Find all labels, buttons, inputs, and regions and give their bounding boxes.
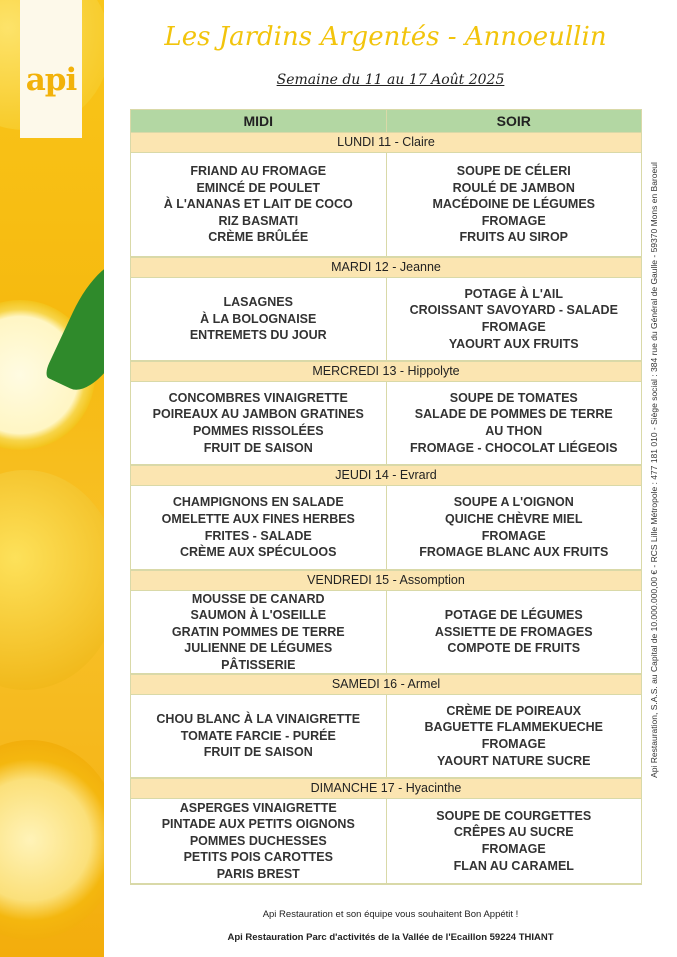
midi-cell <box>131 486 387 569</box>
dish-item: FROMAGE BLANC AUX FRUITS <box>419 545 609 560</box>
dish-item: SOUPE DE COURGETTES <box>436 808 592 823</box>
soir-cell <box>387 591 642 673</box>
dish-item: FROMAGE <box>481 842 546 856</box>
dish-item: SOUPE DE CÉLERI <box>456 164 571 179</box>
dish-item: POTAGE DE LÉGUMES <box>444 608 583 623</box>
soir-cell <box>387 486 642 569</box>
dish-item: TOMATE FARCIE - PURÉE <box>180 728 336 743</box>
day-menu-row <box>131 591 641 674</box>
dish-item: POIREAUX AU JAMBON GRATINES <box>152 407 364 422</box>
day-header: MARDI 12 - Jeanne <box>131 257 641 278</box>
dish-item: FROMAGE <box>481 737 546 751</box>
legal-mention: Api Restauration, S.A.S. au Capital de 10.000.000,00 € - RCS Lille Métropole : 477 181 010 - Siège social : 384 rue du Général de Gaulle - 59370 Mons en Baroeul <box>649 162 659 778</box>
dish-item: POMMES DUCHESSES <box>189 833 327 848</box>
midi-cell <box>131 153 387 256</box>
dish-item: YAOURT NATURE SUCRE <box>437 753 591 768</box>
soir-cell <box>387 153 642 256</box>
dish-item: MACÉDOINE DE LÉGUMES <box>432 197 595 212</box>
day-menu-row <box>131 278 641 361</box>
dish-item: PÂTISSERIE <box>221 657 296 672</box>
dish-item: ENTREMETS DU JOUR <box>189 328 327 343</box>
dish-item: FROMAGE - CHOCOLAT LIÉGEOIS <box>410 440 618 455</box>
logo-text: api <box>25 62 77 98</box>
dish-item: CHOU BLANC À LA VINAIGRETTE <box>156 712 361 727</box>
dish-item: ASPERGES VINAIGRETTE <box>179 800 337 815</box>
dish-item: YAOURT AUX FRUITS <box>448 336 579 351</box>
day-header: JEUDI 14 - Evrard <box>131 465 641 486</box>
dish-item: SAUMON À L'OSEILLE <box>190 608 327 623</box>
dish-item: JULIENNE DE LÉGUMES <box>184 641 333 656</box>
day-menu-row <box>131 486 641 570</box>
dish-item: MOUSSE DE CANARD <box>191 591 325 606</box>
day-header: LUNDI 11 - Claire <box>131 132 641 153</box>
dish-item: CRÈME AUX SPÉCULOOS <box>179 545 337 560</box>
day-menu-row <box>131 799 641 884</box>
dish-item: CRÊPES AU SUCRE <box>453 825 574 840</box>
day-header: DIMANCHE 17 - Hyacinthe <box>131 778 641 799</box>
dish-item: FRUIT DE SAISON <box>203 440 313 455</box>
midi-cell <box>131 278 387 360</box>
day-header: SAMEDI 16 - Armel <box>131 674 641 695</box>
dish-item: SOUPE A L'OIGNON <box>453 495 574 510</box>
dish-item: CRÈME BRÛLÉE <box>208 230 309 245</box>
dish-item: SALADE DE POMMES DE TERRE <box>414 407 613 422</box>
dish-item: ROULÉ DE JAMBON <box>452 180 575 195</box>
company-address: Api Restauration Parc d'activités de la Vallée de l'Ecaillon 59224 THIANT <box>227 932 554 943</box>
dish-item: FRITES - SALADE <box>204 528 312 543</box>
days-container <box>131 132 641 884</box>
menu-table <box>130 109 642 885</box>
dish-item: FROMAGE <box>481 320 546 334</box>
soir-cell <box>387 278 642 360</box>
soir-cell <box>387 695 642 777</box>
dish-item: À L'ANANAS ET LAIT DE COCO <box>163 197 353 212</box>
dish-item: FROMAGE <box>481 528 546 543</box>
dish-item: FRUITS AU SIROP <box>459 230 569 245</box>
api-logo <box>20 0 82 138</box>
soir-cell <box>387 799 642 883</box>
page-title: Les Jardins Argentés - Annoeullin <box>164 22 607 52</box>
midi-cell <box>131 382 387 464</box>
dish-item: CONCOMBRES VINAIGRETTE <box>168 390 348 405</box>
dish-item: POMMES RISSOLÉES <box>192 424 324 438</box>
dish-item: BAGUETTE FLAMMEKUECHE <box>424 720 603 735</box>
dish-item: À LA BOLOGNAISE <box>200 311 317 326</box>
week-subtitle: Semaine du 11 au 17 Août 2025 <box>276 72 505 88</box>
day-menu-row <box>131 153 641 257</box>
midi-cell <box>131 799 387 883</box>
dish-item: GRATIN POMMES DE TERRE <box>171 624 345 639</box>
dish-item: SOUPE DE TOMATES <box>449 390 578 405</box>
table-header <box>131 110 641 132</box>
dish-item: FRIAND AU FROMAGE <box>190 164 327 179</box>
dish-item: AU THON <box>485 424 543 438</box>
dish-item: PARIS BREST <box>216 866 300 881</box>
day-header: VENDREDI 15 - Assomption <box>131 570 641 591</box>
dish-item: RIZ BASMATI <box>218 213 299 228</box>
dish-item: QUICHE CHÈVRE MIEL <box>444 511 583 526</box>
dish-item: PINTADE AUX PETITS OIGNONS <box>161 817 355 832</box>
dish-item: ASSIETTE DE FROMAGES <box>434 624 593 639</box>
dish-item: EMINCÉ DE POULET <box>196 180 321 195</box>
column-header-midi: MIDI <box>131 110 387 132</box>
dish-item: POTAGE À L'AIL <box>464 286 564 301</box>
column-header-soir: SOIR <box>496 113 531 129</box>
bon-appetit-message: Api Restauration et son équipe vous souhaitent Bon Appétit ! <box>262 909 519 920</box>
midi-cell <box>131 695 387 777</box>
dish-item: FLAN AU CARAMEL <box>453 858 574 873</box>
dish-item: CHAMPIGNONS EN SALADE <box>172 495 344 510</box>
lemon-decoration <box>0 0 104 957</box>
day-header: MERCREDI 13 - Hippolyte <box>131 361 641 382</box>
dish-item: OMELETTE AUX FINES HERBES <box>161 511 355 526</box>
dish-item: COMPOTE DE FRUITS <box>447 641 581 656</box>
day-menu-row <box>131 695 641 778</box>
dish-item: FROMAGE <box>481 213 546 228</box>
dish-item: CRÈME DE POIREAUX <box>446 703 582 718</box>
midi-cell <box>131 591 387 673</box>
dish-item: CROISSANT SAVOYARD - SALADE <box>409 303 618 318</box>
soir-cell <box>387 382 642 464</box>
dish-item: FRUIT DE SAISON <box>203 745 313 760</box>
day-menu-row <box>131 382 641 465</box>
dish-item: LASAGNES <box>223 295 293 310</box>
dish-item: PETITS POIS CAROTTES <box>183 850 333 865</box>
